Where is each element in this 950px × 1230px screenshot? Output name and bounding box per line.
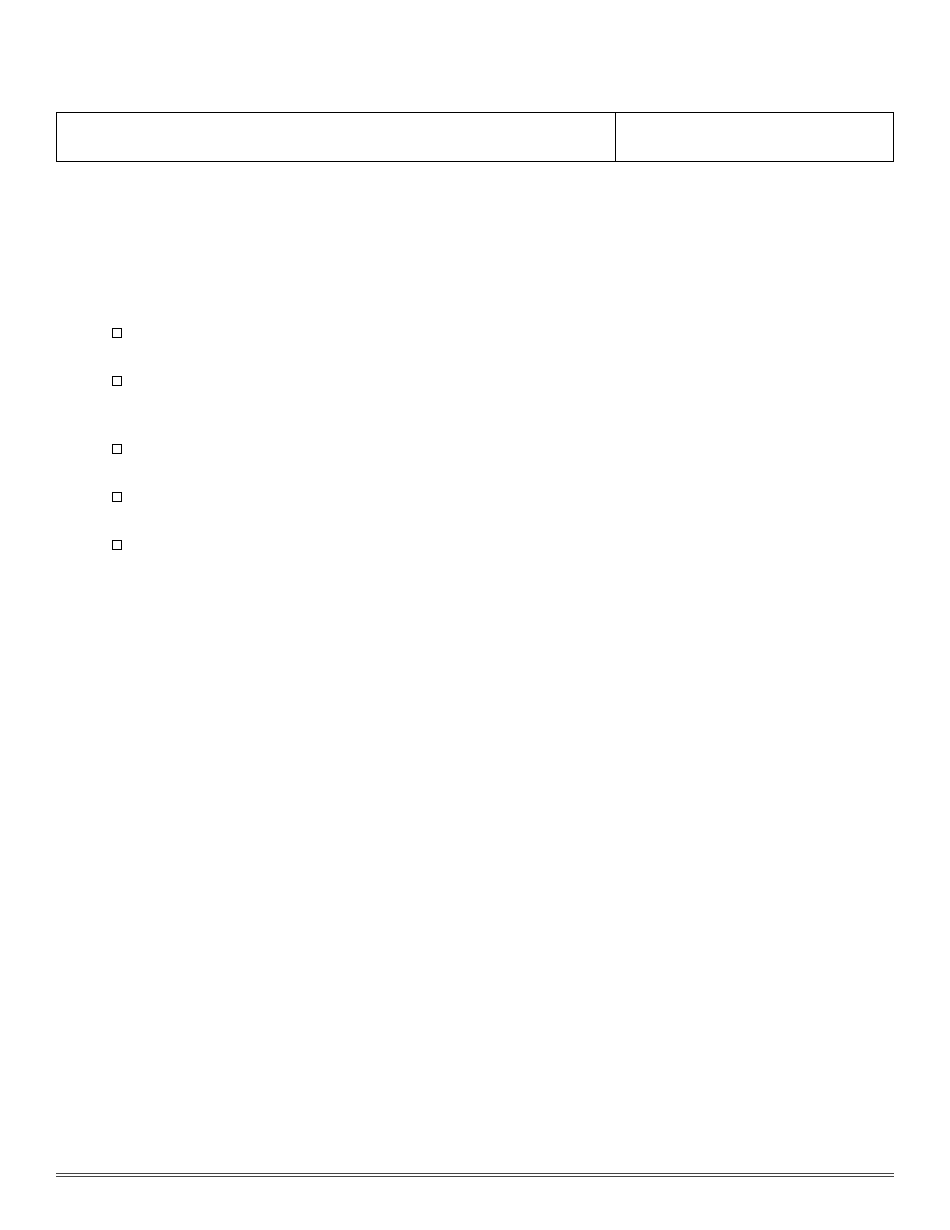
checkbox[interactable] (112, 444, 122, 454)
applicant-info-table (56, 112, 894, 162)
checkbox[interactable] (112, 328, 122, 338)
checkbox[interactable] (112, 376, 122, 386)
checkbox[interactable] (112, 540, 122, 550)
applicant-name-field[interactable] (57, 113, 616, 161)
footer-divider (56, 1176, 894, 1177)
checkbox[interactable] (112, 492, 122, 502)
footer-divider (56, 1173, 894, 1174)
facility-number-field[interactable] (616, 113, 893, 161)
